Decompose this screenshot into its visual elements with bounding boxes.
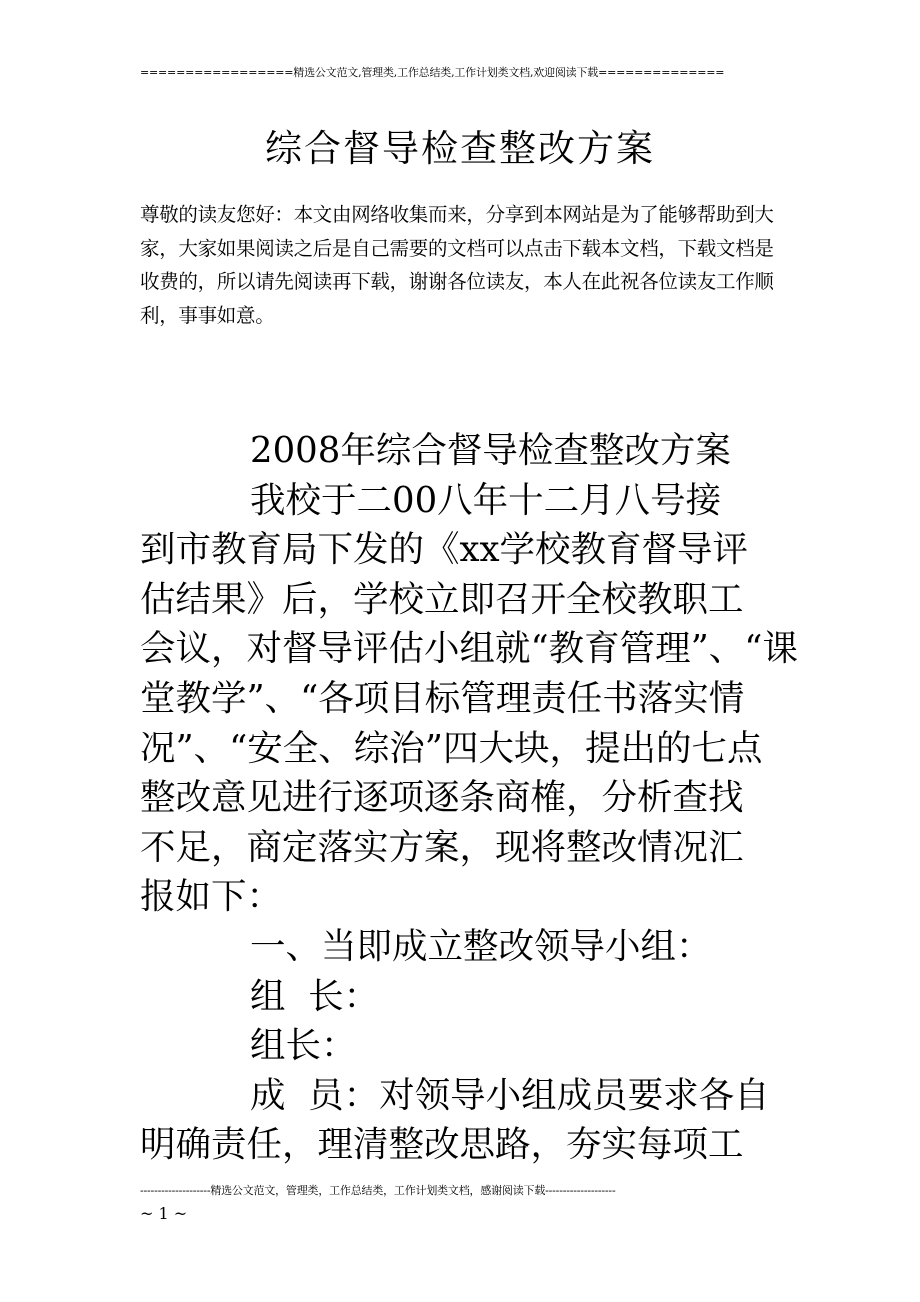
body-line: 不足，商定落实方案，现将整改情况汇 (140, 826, 744, 868)
body-line: 堂教学”、“各项目标管理责任书落实情 (140, 677, 745, 719)
body-line: 我校于二00八年十二月八号接 (250, 479, 722, 521)
body-line: 明确责任，理清整改思路，夯实每项工 (140, 1124, 744, 1166)
document-title: 综合督导检查整改方案 (265, 127, 655, 170)
section-heading: 一、当即成立整改领导小组： (250, 925, 712, 967)
notice-line: 利，事事如意。 (140, 303, 275, 327)
body-line: 况”、“安全、综治”四大块，提出的七点 (140, 727, 763, 769)
notice-line: 收费的，所以请先阅读再下载，谢谢各位读友，本人在此祝各位读友工作顺 (140, 270, 774, 293)
body-heading: 2008年综合督导检查整改方案 (250, 430, 731, 471)
page-number: ~ 1 ~ (140, 1204, 188, 1223)
body-line: 整改意见进行逐项逐条商榷，分析查找 (140, 777, 744, 819)
body-line: 报如下： (140, 876, 283, 918)
body-line: 成 员：对领导小组成员要求各自 (250, 1074, 770, 1116)
notice-line: 尊敬的读友您好：本文由网络收集而来，分享到本网站是为了能够帮助到大 (140, 203, 774, 226)
body-line: 组 长： (250, 975, 380, 1017)
body-line: 到市教育局下发的《xx学校教育督导评 (140, 529, 749, 571)
notice-line: 家，大家如果阅读之后是自己需要的文档可以点击下载本文档，下载文档是 (140, 236, 774, 260)
body-line: 会议，对督导评估小组就“教育管理”、“课 (140, 628, 798, 670)
reader-notice (140, 198, 784, 332)
document-body (140, 426, 798, 1170)
body-line: 估结果》后，学校立即召开全校教职工 (140, 578, 744, 620)
page-footer: --------------------精选公文范文，管理类，工作总结类，工作计划类文档，感谢阅读下载-------------------- (140, 1184, 616, 1197)
page-header: =================精选公文范文,管理类,工作总结类,工作计划类文档,欢迎阅读下载============== (140, 66, 725, 79)
body-line: 组长： (250, 1025, 357, 1067)
